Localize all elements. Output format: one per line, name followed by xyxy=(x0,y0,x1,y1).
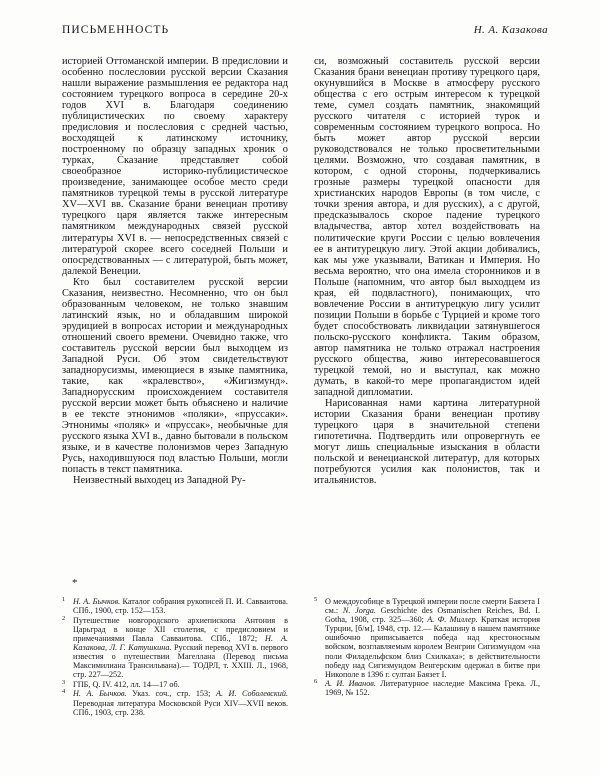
footnote xyxy=(314,679,540,697)
footnote xyxy=(62,680,288,689)
paragraph: Неизвестный выходец из Западной Ру- xyxy=(73,475,246,487)
footnote-marker: 4 xyxy=(62,688,66,696)
footnote-text: ГПБ, Q. IV. 412, лл. 14—17 об. xyxy=(73,679,180,689)
footnotes-area xyxy=(62,597,540,717)
paragraph: си, возможный составитель русской версии Сказания брани венециан противу турецкого царя, окунувшийся в Москве в атмосферу русского общества с его острым интересом к турецкой теме, сумел создать памятник, знакомящий русского читателя с историей турок и современным состоянием турецкого вопроса. Но быть может автор русской версии руководствовался не только просветительными целями. Возможно, что создавая памятник, в котором, с одной стороны, подчеркивались грозные размеры турецкой опасности для христианских народов Европы (в том числе, с точки зрения автора, и для русских), а с другой, предсказывалось скорое падение турецкого владычества, автор хотел воздействовать на политические круги России с целью вовлечения ее в антитурецкую лигу. Этой акции добивались, как мы уже указывали, Ватикан и Империя. Но весьма вероятно, что она имела сторонников и в Польше (напомним, что автор был выходцем из края, ей подвластного), понимающих, что вовлечение России в антитурецкую лигу усилит позиции Польши в борьбе с Турцией и кроме того будет способствовать ликвидации затянувшегося польско-русского конфликта. Таким образом, автор памятника не только отражал настроения русского общества, живо интересовавшегося турецкой темой, но и выступал, как можно думать, в какой-то мере пропагандистом идей западной дипломатии. xyxy=(314,56,540,398)
footnote-marker: 5 xyxy=(314,595,318,603)
section-title: ПИСЬМЕННОСТЬ xyxy=(62,24,170,36)
footnote xyxy=(62,689,288,716)
footnote-marker: 6 xyxy=(314,678,318,686)
paragraph: Нарисованная нами картина литературной истории Сказания брани венециан противу турецкого царя в значительной степени гипотетична. Подтвердить или опровергнуть ее могут лишь специальные изыскания в области польской и венецианской литератур, для которых потребуются усилия как полонистов, так и итальянистов. xyxy=(314,397,540,487)
footnote-text: Путешествие новгородского архиепископа Антония в Царьград в конце XII столетия, с предисловием и примечаниями Павла Савваитова. СПб., 1872; Н. А. Казакова, Л. Г. Катушкина. Русский перевод XVI в. первого известия о путешествии Магеллана (Перевод письма Максимилиана Трансильвана).— ТОДРЛ, т. XXIII. Л., 1968, стр. 227—252. xyxy=(73,615,288,680)
body-columns xyxy=(62,56,540,486)
footnote-marker: 1 xyxy=(62,595,66,603)
paragraph: историей Оттоманской империи. В предисловии и особенно послесловии русской версии Сказания нашли выражение размышления ее редактора над состоянием турецкого вопроса в середине 20-х годов XVI в. Благодаря соединению публицистических по своему характеру предисловия и послесловия с средней частью, восходящей к латинскому источнику, построенному по образцу западных хроник о турках, Сказание представляет собой своеобразное историко-публицистическое произведение, занимающее особое место среди памятников турецкой темы в русской литературе XV—XVI вв. Сказание брани венециан противу турецкого царя является также интересным памятником международных связей русской литературы XVI в. — непосредственных связей с литературой скорее всего соседней Польши и опосредствованных — с литературой, быть может, далекой Венеции. xyxy=(62,56,288,277)
footnote-separator: * xyxy=(72,577,78,589)
left-column-footnotes xyxy=(62,597,288,717)
running-head xyxy=(62,24,548,44)
paragraph: Кто был составителем русской версии Сказания, неизвестно. Несомненно, что он был образованным человеком, не только знавшим латинский язык, но и обладавшим широкой эрудицией в вопросах истории и международных отношений своего времени. Очевидно также, что составитель русской версии был выходцем из Западной Руси. Об этом свидетельствуют западнорусизмы, имеющиеся в языке памятника, такие, как «кралевство», «Жигизмунд». Западнорусским происхождением составителя русской версии может быть объяснено и наличие в ее тексте этнонимов «поляки», «пруссаки». Этнонимы «поляк» и «пруссак», необычные для русского языка XVI в., давно бытовали в польском языке, и в качестве полонизмов через Западную Русь, находившуюся под властью Польши, могли попасть в текст памятника. xyxy=(62,276,288,476)
footnote-text: Н. А. Бычков. Указ. соч., стр. 153; А. И. Соболевский. Переводная литература Московской Руси XIV—XVII веков. СПб., 1903, стр. 238. xyxy=(73,689,288,717)
footnote xyxy=(62,616,288,680)
footnote-marker: 2 xyxy=(62,614,66,622)
article-author: Н. А. Казакова xyxy=(473,24,548,36)
footnote xyxy=(62,597,288,615)
left-column xyxy=(62,56,288,486)
footnote-text: О междоусобице в Турецкой империи после смерти Баязета I см.: N. Jorga. Geschichte des Osmanischen Reiches, Bd. I. Gotha, 1908, стр. 325—360; А. Ф. Миллер. Краткая история Турции, [б/м], 1948, стр. 12.— Калашину в нашем памятнике ошибочно приписывается победа над крестоносным войском, возглавляемым королем Венгрии Сигизмундом «на поли Филадельфском близ Схилкаха»; в действительности победу над Сигизмундом Венгерским одержал в битве при Никополе в 1396 г. султан Баязет I. xyxy=(325,597,540,679)
footnote-marker: 3 xyxy=(62,678,66,686)
right-column xyxy=(314,56,540,486)
footnote-text: Н. А. Бычков. Каталог собрания рукописей П. И. Савваитова. СПб., 1900, стр. 152—153. xyxy=(73,597,288,616)
footnote xyxy=(314,597,540,679)
right-column-footnotes xyxy=(314,597,540,717)
footnote-text: А. И. Иванов. Литературное наследие Максима Грека. Л., 1969, № 152. xyxy=(325,679,540,698)
